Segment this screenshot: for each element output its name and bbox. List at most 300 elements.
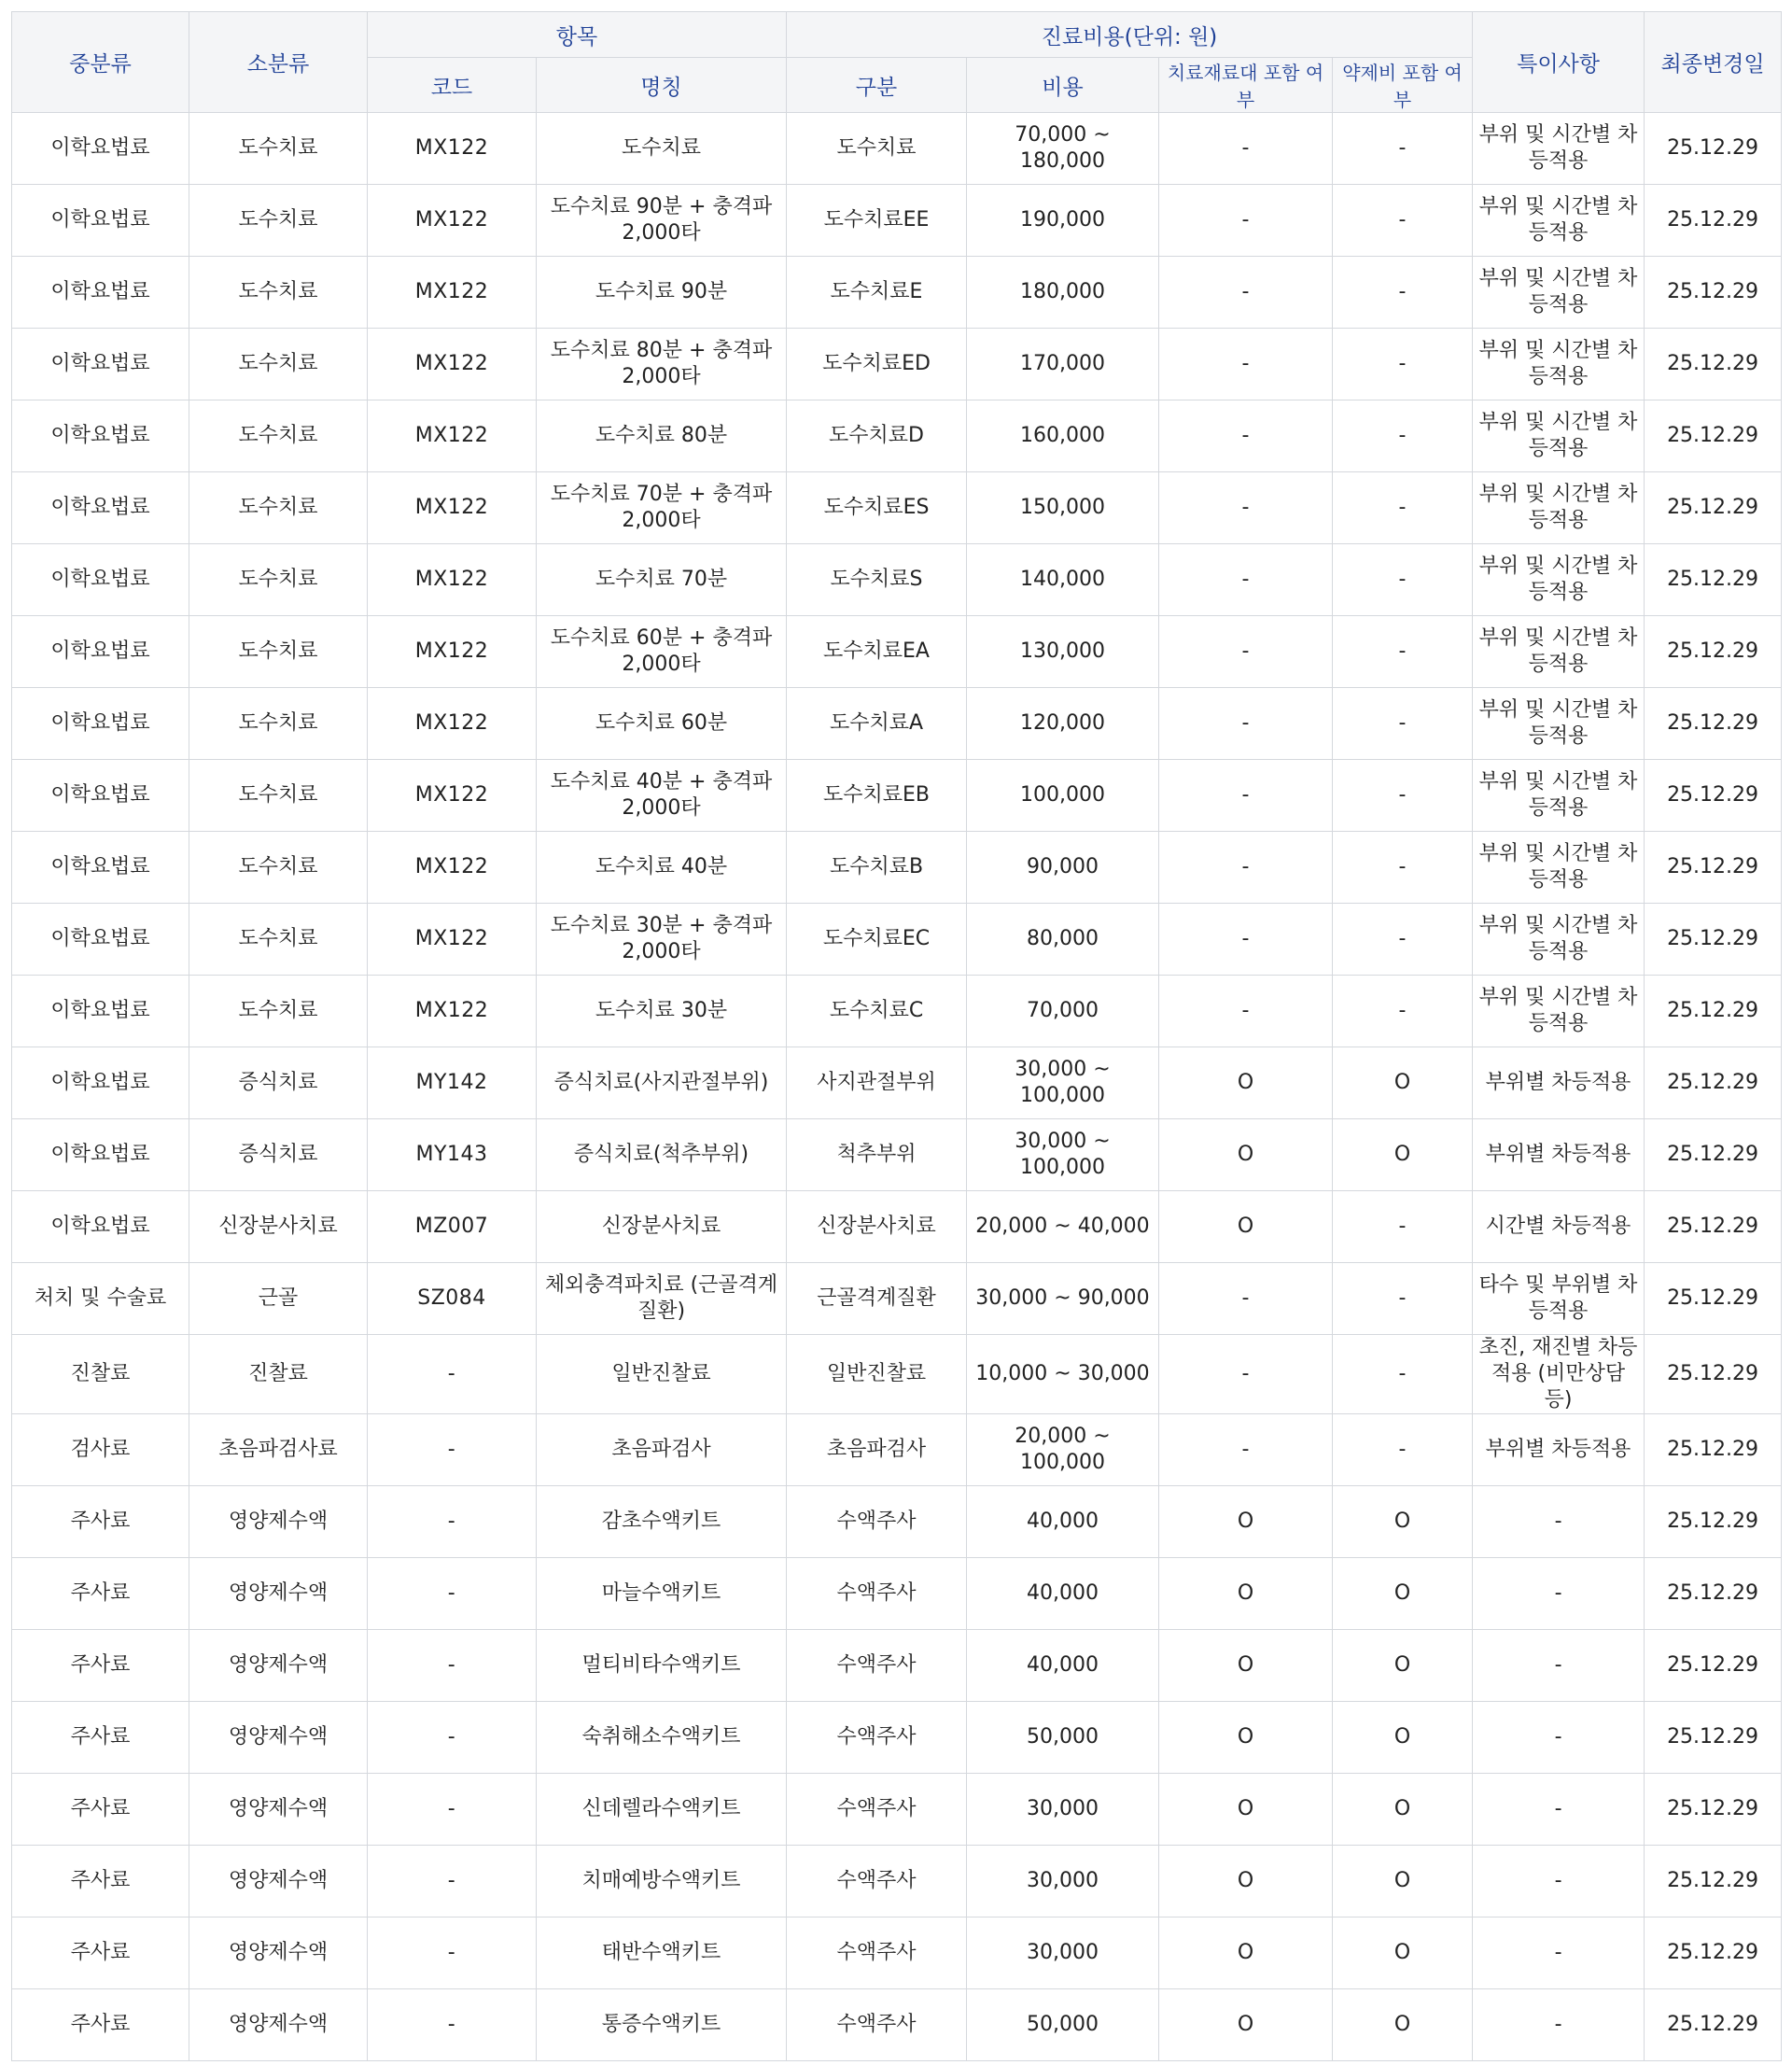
- cell-material-included: -: [1159, 1263, 1333, 1335]
- cell-code: -: [368, 1414, 537, 1486]
- cell-drug-included: -: [1333, 1414, 1473, 1486]
- cell-notes: 부위 및 시간별 차등적용: [1473, 185, 1645, 257]
- cell-code: -: [368, 1702, 537, 1774]
- cell-material-included: O: [1159, 1119, 1333, 1191]
- header-mid-category: 중분류: [12, 12, 189, 113]
- non-covered-fee-table: [11, 11, 1782, 2061]
- header-sub-category: 소분류: [189, 12, 368, 113]
- cell-drug-included: -: [1333, 185, 1473, 257]
- cell-sub-category: 영양제수액: [189, 1558, 368, 1630]
- table-row: [12, 113, 1782, 185]
- cell-last-updated: 25.12.29: [1645, 688, 1782, 760]
- header-cost: 비용: [967, 58, 1159, 113]
- cell-mid-category: 주사료: [12, 1918, 189, 1989]
- cell-name: 통증수액키트: [537, 1989, 787, 2061]
- cell-last-updated: 25.12.29: [1645, 1702, 1782, 1774]
- cell-last-updated: 25.12.29: [1645, 1774, 1782, 1846]
- cell-mid-category: 이학요법료: [12, 616, 189, 688]
- cell-mid-category: 이학요법료: [12, 329, 189, 400]
- cell-cost-type: 도수치료C: [787, 976, 967, 1047]
- cell-cost: 80,000: [967, 904, 1159, 976]
- cell-last-updated: 25.12.29: [1645, 1918, 1782, 1989]
- cell-code: MX122: [368, 472, 537, 544]
- cell-code: MX122: [368, 185, 537, 257]
- cell-name: 신데렐라수액키트: [537, 1774, 787, 1846]
- cell-cost: 20,000 ~ 100,000: [967, 1414, 1159, 1486]
- cell-sub-category: 영양제수액: [189, 1702, 368, 1774]
- cell-cost-type: 도수치료EB: [787, 760, 967, 832]
- cell-code: MX122: [368, 616, 537, 688]
- cell-mid-category: 주사료: [12, 1846, 189, 1918]
- cell-material-included: -: [1159, 616, 1333, 688]
- cell-material-included: O: [1159, 1918, 1333, 1989]
- cell-mid-category: 주사료: [12, 1989, 189, 2061]
- table-row: [12, 257, 1782, 329]
- cell-cost: 90,000: [967, 832, 1159, 904]
- cell-mid-category: 주사료: [12, 1630, 189, 1702]
- cell-drug-included: -: [1333, 257, 1473, 329]
- cell-mid-category: 이학요법료: [12, 1119, 189, 1191]
- cell-last-updated: 25.12.29: [1645, 1263, 1782, 1335]
- cell-cost-type: 도수치료E: [787, 257, 967, 329]
- cell-mid-category: 이학요법료: [12, 257, 189, 329]
- cell-notes: 부위별 차등적용: [1473, 1047, 1645, 1119]
- cell-cost-type: 초음파검사: [787, 1414, 967, 1486]
- cell-name: 도수치료 60분: [537, 688, 787, 760]
- header-notes: 특이사항: [1473, 12, 1645, 113]
- cell-sub-category: 근골: [189, 1263, 368, 1335]
- cell-notes: 부위 및 시간별 차등적용: [1473, 113, 1645, 185]
- cell-material-included: O: [1159, 1191, 1333, 1263]
- cell-cost: 130,000: [967, 616, 1159, 688]
- table-row: [12, 904, 1782, 976]
- table-row: [12, 976, 1782, 1047]
- cell-material-included: -: [1159, 400, 1333, 472]
- cell-cost: 70,000: [967, 976, 1159, 1047]
- cell-material-included: -: [1159, 185, 1333, 257]
- fee-table-container: [11, 11, 1781, 2061]
- cell-drug-included: -: [1333, 832, 1473, 904]
- cell-sub-category: 영양제수액: [189, 1486, 368, 1558]
- cell-cost-type: 수액주사: [787, 1630, 967, 1702]
- cell-mid-category: 이학요법료: [12, 185, 189, 257]
- cell-name: 일반진찰료: [537, 1335, 787, 1414]
- cell-code: -: [368, 1630, 537, 1702]
- cell-last-updated: 25.12.29: [1645, 904, 1782, 976]
- cell-sub-category: 신장분사치료: [189, 1191, 368, 1263]
- cell-cost: 10,000 ~ 30,000: [967, 1335, 1159, 1414]
- cell-material-included: O: [1159, 1486, 1333, 1558]
- cell-sub-category: 도수치료: [189, 472, 368, 544]
- cell-cost-type: 수액주사: [787, 1486, 967, 1558]
- table-row: [12, 1486, 1782, 1558]
- table-row: [12, 1702, 1782, 1774]
- cell-sub-category: 도수치료: [189, 185, 368, 257]
- cell-notes: 부위별 차등적용: [1473, 1119, 1645, 1191]
- cell-sub-category: 영양제수액: [189, 1630, 368, 1702]
- cell-cost: 150,000: [967, 472, 1159, 544]
- cell-sub-category: 초음파검사료: [189, 1414, 368, 1486]
- cell-cost-type: 도수치료B: [787, 832, 967, 904]
- cell-drug-included: O: [1333, 1486, 1473, 1558]
- cell-name: 도수치료 70분 + 충격파 2,000타: [537, 472, 787, 544]
- cell-notes: 초진, 재진별 차등 적용 (비만상담 등): [1473, 1335, 1645, 1414]
- cell-code: -: [368, 1846, 537, 1918]
- cell-cost: 30,000: [967, 1774, 1159, 1846]
- cell-code: -: [368, 1774, 537, 1846]
- table-header: [12, 12, 1782, 113]
- cell-last-updated: 25.12.29: [1645, 760, 1782, 832]
- cell-code: -: [368, 1335, 537, 1414]
- cell-drug-included: -: [1333, 1191, 1473, 1263]
- cell-sub-category: 진찰료: [189, 1335, 368, 1414]
- cell-notes: -: [1473, 1989, 1645, 2061]
- cell-drug-included: -: [1333, 616, 1473, 688]
- cell-code: MY143: [368, 1119, 537, 1191]
- cell-cost-type: 도수치료EA: [787, 616, 967, 688]
- header-item-group: 항목: [368, 12, 787, 58]
- cell-notes: 부위 및 시간별 차등적용: [1473, 472, 1645, 544]
- cell-drug-included: -: [1333, 1263, 1473, 1335]
- cell-name: 도수치료 80분: [537, 400, 787, 472]
- cell-drug-included: O: [1333, 1047, 1473, 1119]
- cell-name: 도수치료 40분: [537, 832, 787, 904]
- cell-material-included: -: [1159, 257, 1333, 329]
- cell-cost-type: 도수치료ED: [787, 329, 967, 400]
- cell-last-updated: 25.12.29: [1645, 1119, 1782, 1191]
- cell-material-included: O: [1159, 1047, 1333, 1119]
- cell-cost-type: 수액주사: [787, 1918, 967, 1989]
- cell-name: 감초수액키트: [537, 1486, 787, 1558]
- header-material-included: 치료재료대 포함 여부: [1159, 58, 1333, 113]
- cell-cost-type: 도수치료S: [787, 544, 967, 616]
- cell-sub-category: 영양제수액: [189, 1846, 368, 1918]
- cell-notes: 부위 및 시간별 차등적용: [1473, 400, 1645, 472]
- cell-mid-category: 이학요법료: [12, 904, 189, 976]
- cell-cost: 170,000: [967, 329, 1159, 400]
- cell-material-included: O: [1159, 1558, 1333, 1630]
- header-drug-included: 약제비 포함 여부: [1333, 58, 1473, 113]
- cell-sub-category: 도수치료: [189, 976, 368, 1047]
- header-cost-type: 구분: [787, 58, 967, 113]
- cell-material-included: O: [1159, 1774, 1333, 1846]
- cell-name: 증식치료(척추부위): [537, 1119, 787, 1191]
- cell-name: 도수치료 30분 + 충격파 2,000타: [537, 904, 787, 976]
- cell-code: MX122: [368, 329, 537, 400]
- cell-sub-category: 도수치료: [189, 904, 368, 976]
- cell-last-updated: 25.12.29: [1645, 1558, 1782, 1630]
- cell-sub-category: 도수치료: [189, 329, 368, 400]
- cell-notes: 부위 및 시간별 차등적용: [1473, 257, 1645, 329]
- cell-notes: -: [1473, 1774, 1645, 1846]
- cell-material-included: -: [1159, 1335, 1333, 1414]
- cell-code: -: [368, 1989, 537, 2061]
- cell-drug-included: -: [1333, 472, 1473, 544]
- cell-sub-category: 도수치료: [189, 832, 368, 904]
- table-row: [12, 832, 1782, 904]
- cell-last-updated: 25.12.29: [1645, 257, 1782, 329]
- table-row: [12, 544, 1782, 616]
- cell-cost-type: 도수치료EC: [787, 904, 967, 976]
- header-item-name: 명칭: [537, 58, 787, 113]
- cell-cost: 30,000 ~ 100,000: [967, 1119, 1159, 1191]
- cell-name: 치매예방수액키트: [537, 1846, 787, 1918]
- cell-drug-included: -: [1333, 113, 1473, 185]
- cell-cost: 120,000: [967, 688, 1159, 760]
- table-row: [12, 1191, 1782, 1263]
- cell-cost-type: 신장분사치료: [787, 1191, 967, 1263]
- cell-name: 도수치료 60분 + 충격파 2,000타: [537, 616, 787, 688]
- cell-cost: 40,000: [967, 1558, 1159, 1630]
- cell-code: MX122: [368, 832, 537, 904]
- cell-drug-included: O: [1333, 1119, 1473, 1191]
- cell-last-updated: 25.12.29: [1645, 1846, 1782, 1918]
- cell-code: MX122: [368, 760, 537, 832]
- cell-last-updated: 25.12.29: [1645, 1989, 1782, 2061]
- cell-drug-included: O: [1333, 1774, 1473, 1846]
- cell-name: 도수치료: [537, 113, 787, 185]
- table-row: [12, 1047, 1782, 1119]
- cell-cost-type: 척추부위: [787, 1119, 967, 1191]
- table-row: [12, 688, 1782, 760]
- table-row: [12, 1558, 1782, 1630]
- cell-mid-category: 이학요법료: [12, 832, 189, 904]
- cell-code: -: [368, 1558, 537, 1630]
- cell-mid-category: 이학요법료: [12, 400, 189, 472]
- cell-material-included: -: [1159, 472, 1333, 544]
- cell-cost: 30,000: [967, 1846, 1159, 1918]
- cell-cost: 50,000: [967, 1702, 1159, 1774]
- cell-cost: 180,000: [967, 257, 1159, 329]
- cell-sub-category: 증식치료: [189, 1047, 368, 1119]
- cell-material-included: -: [1159, 904, 1333, 976]
- cell-cost-type: 수액주사: [787, 1774, 967, 1846]
- cell-cost: 40,000: [967, 1630, 1159, 1702]
- table-row: [12, 400, 1782, 472]
- cell-material-included: -: [1159, 832, 1333, 904]
- cell-material-included: O: [1159, 1846, 1333, 1918]
- cell-cost: 70,000 ~ 180,000: [967, 113, 1159, 185]
- cell-cost-type: 수액주사: [787, 1989, 967, 2061]
- cell-name: 신장분사치료: [537, 1191, 787, 1263]
- cell-mid-category: 이학요법료: [12, 760, 189, 832]
- cell-mid-category: 주사료: [12, 1558, 189, 1630]
- table-row: [12, 1335, 1782, 1414]
- cell-cost: 140,000: [967, 544, 1159, 616]
- header-cost-group: 진료비용(단위: 원): [787, 12, 1473, 58]
- cell-drug-included: O: [1333, 1630, 1473, 1702]
- cell-mid-category: 이학요법료: [12, 976, 189, 1047]
- cell-material-included: -: [1159, 113, 1333, 185]
- cell-cost-type: 도수치료EE: [787, 185, 967, 257]
- cell-last-updated: 25.12.29: [1645, 616, 1782, 688]
- header-item-code: 코드: [368, 58, 537, 113]
- cell-name: 초음파검사: [537, 1414, 787, 1486]
- cell-notes: 부위 및 시간별 차등적용: [1473, 329, 1645, 400]
- cell-code: SZ084: [368, 1263, 537, 1335]
- cell-mid-category: 이학요법료: [12, 472, 189, 544]
- cell-last-updated: 25.12.29: [1645, 1335, 1782, 1414]
- table-row: [12, 616, 1782, 688]
- cell-code: MX122: [368, 400, 537, 472]
- cell-mid-category: 주사료: [12, 1774, 189, 1846]
- cell-material-included: O: [1159, 1989, 1333, 2061]
- cell-last-updated: 25.12.29: [1645, 1047, 1782, 1119]
- cell-cost: 160,000: [967, 400, 1159, 472]
- cell-cost-type: 도수치료A: [787, 688, 967, 760]
- cell-code: MZ007: [368, 1191, 537, 1263]
- cell-cost-type: 일반진찰료: [787, 1335, 967, 1414]
- cell-name: 도수치료 90분 + 충격파 2,000타: [537, 185, 787, 257]
- cell-last-updated: 25.12.29: [1645, 832, 1782, 904]
- cell-drug-included: -: [1333, 976, 1473, 1047]
- cell-code: MX122: [368, 113, 537, 185]
- cell-cost: 30,000 ~ 90,000: [967, 1263, 1159, 1335]
- cell-name: 도수치료 30분: [537, 976, 787, 1047]
- cell-notes: 부위 및 시간별 차등적용: [1473, 688, 1645, 760]
- cell-code: -: [368, 1486, 537, 1558]
- cell-mid-category: 이학요법료: [12, 113, 189, 185]
- cell-name: 체외충격파치료 (근골격계질환): [537, 1263, 787, 1335]
- cell-notes: -: [1473, 1846, 1645, 1918]
- cell-last-updated: 25.12.29: [1645, 544, 1782, 616]
- cell-code: MX122: [368, 904, 537, 976]
- cell-drug-included: O: [1333, 1918, 1473, 1989]
- table-row: [12, 1630, 1782, 1702]
- table-row: [12, 1119, 1782, 1191]
- cell-material-included: -: [1159, 688, 1333, 760]
- cell-mid-category: 검사료: [12, 1414, 189, 1486]
- cell-cost: 20,000 ~ 40,000: [967, 1191, 1159, 1263]
- table-row: [12, 1263, 1782, 1335]
- table-row: [12, 329, 1782, 400]
- cell-notes: 부위 및 시간별 차등적용: [1473, 904, 1645, 976]
- cell-sub-category: 도수치료: [189, 113, 368, 185]
- cell-name: 마늘수액키트: [537, 1558, 787, 1630]
- cell-last-updated: 25.12.29: [1645, 329, 1782, 400]
- cell-cost: 40,000: [967, 1486, 1159, 1558]
- cell-mid-category: 주사료: [12, 1702, 189, 1774]
- table-row: [12, 760, 1782, 832]
- table-row: [12, 1989, 1782, 2061]
- cell-cost: 100,000: [967, 760, 1159, 832]
- cell-sub-category: 영양제수액: [189, 1774, 368, 1846]
- cell-cost: 190,000: [967, 185, 1159, 257]
- cell-notes: 부위 및 시간별 차등적용: [1473, 616, 1645, 688]
- cell-notes: -: [1473, 1918, 1645, 1989]
- cell-name: 도수치료 40분 + 충격파 2,000타: [537, 760, 787, 832]
- table-body: [12, 113, 1782, 2061]
- cell-last-updated: 25.12.29: [1645, 1191, 1782, 1263]
- cell-sub-category: 영양제수액: [189, 1989, 368, 2061]
- cell-name: 멀티비타수액키트: [537, 1630, 787, 1702]
- cell-code: MX122: [368, 257, 537, 329]
- cell-code: MY142: [368, 1047, 537, 1119]
- cell-cost: 50,000: [967, 1989, 1159, 2061]
- cell-mid-category: 진찰료: [12, 1335, 189, 1414]
- cell-material-included: -: [1159, 1414, 1333, 1486]
- cell-notes: 부위 및 시간별 차등적용: [1473, 760, 1645, 832]
- cell-mid-category: 이학요법료: [12, 1047, 189, 1119]
- cell-name: 도수치료 90분: [537, 257, 787, 329]
- cell-notes: 타수 및 부위별 차등적용: [1473, 1263, 1645, 1335]
- cell-drug-included: O: [1333, 1702, 1473, 1774]
- cell-notes: 부위별 차등적용: [1473, 1414, 1645, 1486]
- table-row: [12, 1774, 1782, 1846]
- cell-sub-category: 도수치료: [189, 688, 368, 760]
- cell-drug-included: -: [1333, 544, 1473, 616]
- cell-notes: -: [1473, 1558, 1645, 1630]
- cell-drug-included: O: [1333, 1846, 1473, 1918]
- cell-name: 도수치료 80분 + 충격파 2,000타: [537, 329, 787, 400]
- cell-last-updated: 25.12.29: [1645, 400, 1782, 472]
- cell-notes: 부위 및 시간별 차등적용: [1473, 976, 1645, 1047]
- cell-drug-included: O: [1333, 1989, 1473, 2061]
- cell-mid-category: 이학요법료: [12, 688, 189, 760]
- cell-last-updated: 25.12.29: [1645, 113, 1782, 185]
- table-row: [12, 185, 1782, 257]
- cell-last-updated: 25.12.29: [1645, 185, 1782, 257]
- cell-drug-included: -: [1333, 400, 1473, 472]
- cell-notes: 부위 및 시간별 차등적용: [1473, 544, 1645, 616]
- cell-drug-included: -: [1333, 1335, 1473, 1414]
- cell-material-included: -: [1159, 544, 1333, 616]
- table-row: [12, 1414, 1782, 1486]
- cell-cost-type: 도수치료: [787, 113, 967, 185]
- cell-cost-type: 수액주사: [787, 1702, 967, 1774]
- cell-name: 태반수액키트: [537, 1918, 787, 1989]
- cell-sub-category: 도수치료: [189, 616, 368, 688]
- cell-sub-category: 도수치료: [189, 760, 368, 832]
- table-row: [12, 1846, 1782, 1918]
- cell-name: 도수치료 70분: [537, 544, 787, 616]
- cell-last-updated: 25.12.29: [1645, 1486, 1782, 1558]
- cell-name: 숙취해소수액키트: [537, 1702, 787, 1774]
- cell-code: MX122: [368, 976, 537, 1047]
- cell-material-included: -: [1159, 329, 1333, 400]
- table-row: [12, 472, 1782, 544]
- cell-drug-included: -: [1333, 760, 1473, 832]
- cell-sub-category: 도수치료: [189, 544, 368, 616]
- cell-mid-category: 이학요법료: [12, 1191, 189, 1263]
- cell-cost-type: 수액주사: [787, 1846, 967, 1918]
- cell-drug-included: O: [1333, 1558, 1473, 1630]
- cell-cost-type: 수액주사: [787, 1558, 967, 1630]
- cell-notes: -: [1473, 1630, 1645, 1702]
- cell-sub-category: 증식치료: [189, 1119, 368, 1191]
- cell-cost-type: 사지관절부위: [787, 1047, 967, 1119]
- cell-cost-type: 근골격계질환: [787, 1263, 967, 1335]
- cell-mid-category: 처치 및 수술료: [12, 1263, 189, 1335]
- cell-mid-category: 주사료: [12, 1486, 189, 1558]
- cell-material-included: -: [1159, 976, 1333, 1047]
- table-row: [12, 1918, 1782, 1989]
- cell-notes: 시간별 차등적용: [1473, 1191, 1645, 1263]
- cell-cost-type: 도수치료D: [787, 400, 967, 472]
- cell-sub-category: 도수치료: [189, 400, 368, 472]
- cell-material-included: O: [1159, 1702, 1333, 1774]
- cell-name: 증식치료(사지관절부위): [537, 1047, 787, 1119]
- cell-material-included: -: [1159, 760, 1333, 832]
- cell-mid-category: 이학요법료: [12, 544, 189, 616]
- cell-last-updated: 25.12.29: [1645, 1630, 1782, 1702]
- cell-code: -: [368, 1918, 537, 1989]
- cell-notes: -: [1473, 1702, 1645, 1774]
- cell-code: MX122: [368, 688, 537, 760]
- cell-code: MX122: [368, 544, 537, 616]
- cell-cost: 30,000: [967, 1918, 1159, 1989]
- cell-last-updated: 25.12.29: [1645, 976, 1782, 1047]
